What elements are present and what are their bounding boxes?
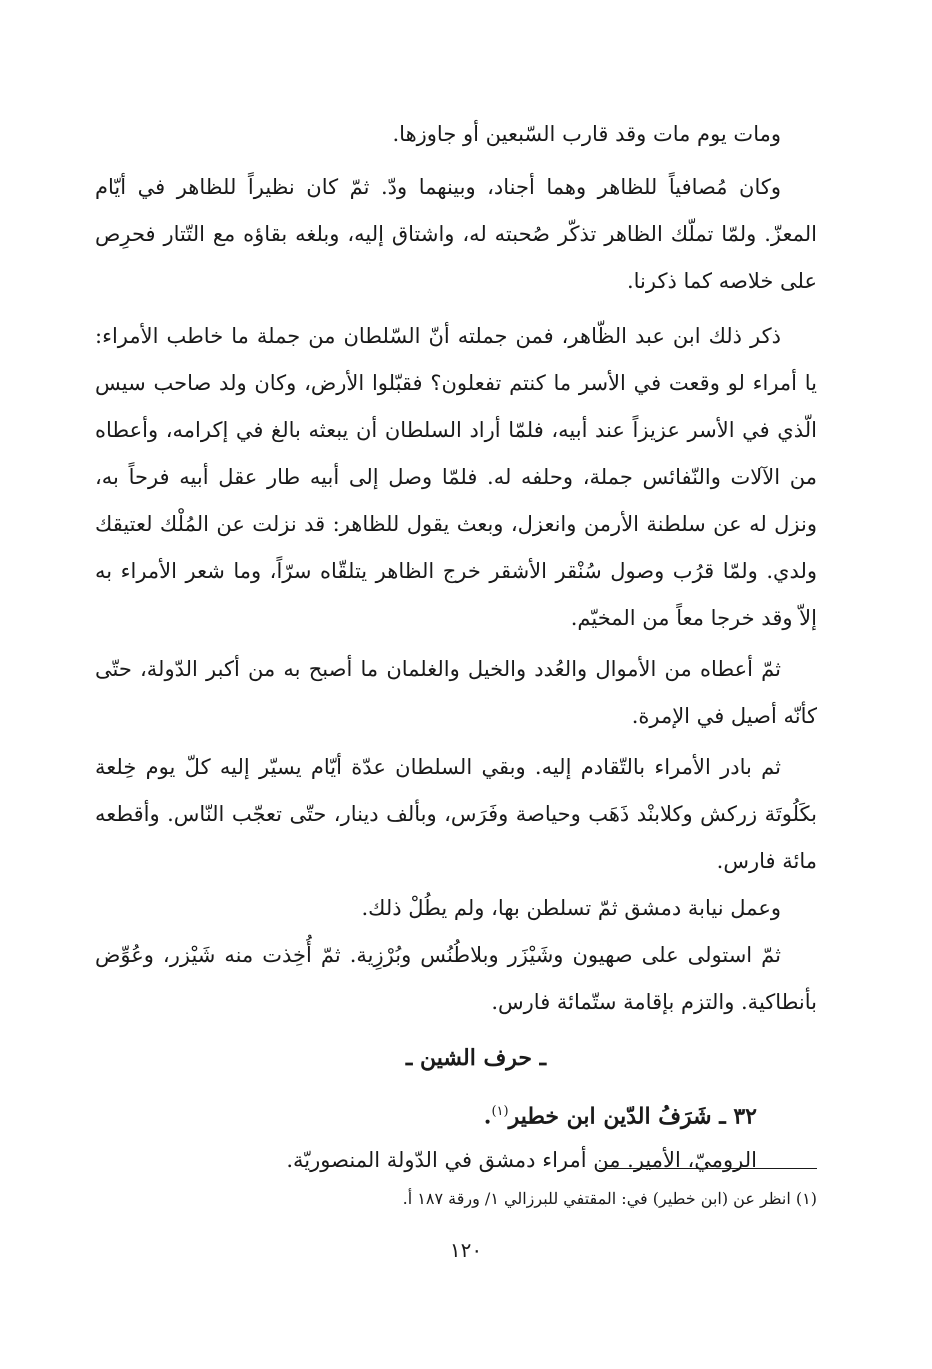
footnote-marker: (١) <box>491 1104 509 1119</box>
paragraph-6: وعمل نيابة دمشق ثمّ تسلطن بها، ولم يطُلْ ذلك. <box>361 896 781 920</box>
page-body <box>95 105 817 1180</box>
paragraph-3: ذكر ذلك ابن عبد الظّاهر، فمن جملته أنّ السّلطان من جملة ما خاطب الأمراء: يا أمراء لو وقعت في الأسر ما كنتم تفعلون؟ فقبّلوا الأرض، وكان ولد صاحب سيس الّذي في الأسر عزيزاً عند أبيه، فلمّا أراد السلطان أن يبعثه بالغ في إكرامه، وأعطاه من الآلات والنّفائس جملة، وحلفه له. فلمّا وصل إلى أبيه طار عقل أبيه فرحاً به، ونزل له عن سلطنة الأرمن وانعزل، وبعث يقول للظاهر: قد نزلت عن المُلْك لعتيقك ولدي. ولمّا قرُب وصول سُنْقر الأشقر خرج الظاهر يتلقّاه سرّاً، وما شعر الأمراء به إلاّ وقد خرجا معاً من المخيّم. <box>95 324 818 630</box>
paragraph-7: ثمّ استولى على صهيون وشَيْزَر وبلاطُنُس وبُرْزِية. ثمّ أُخِذت منه شَيْزر، وعُوِّض بأنطاكية. والتزم بإقامة ستّمائة فارس. <box>95 943 817 1014</box>
entry-title-text: ٣٢ ـ شَرَفُ الدّين ابن خطير <box>508 1103 757 1130</box>
footnote: (١) انظر عن (ابن خطير) في: المقتفي للبرزالي ١/ ورقة ١٨٧ أ. <box>402 1189 817 1208</box>
footnote-divider <box>599 1168 817 1169</box>
paragraph-5: ثم بادر الأمراء بالتّقادم إليه. وبقي السلطان عدّة أيّام يسيّر إليه كلّ يوم خِلعة بكَلُوتَة زركش وكلابنْد ذَهَب وحياصة وفَرَس، وبألف دينار، حتّى تعجّب النّاس. وأقطعه مائة فارس. <box>95 755 817 873</box>
section-heading: ـ حرف الشين ـ <box>405 1045 547 1071</box>
entry-title-end: . <box>483 1103 492 1130</box>
page-number: ١٢٠ <box>449 1238 483 1262</box>
paragraph-2: وكان مُصافياً للظاهر وهما أجناد، وبينهما ودّ. ثمّ كان نظيراً للظاهر في أيّام المعزّ. ولمّا تملّك الظاهر تذكّر صُحبته له، واشتاق إليه، وبلغه بقاؤه مع التّتار فحرِص على خلاصه كما ذكرنا. <box>95 175 817 293</box>
paragraph-4: ثمّ أعطاه من الأموال والعُدد والخيل والغلمان ما أصبح به من أكبر الدّولة، حتّى كأنّه أصيل في الإمرة. <box>95 657 817 728</box>
paragraph-1: ومات يوم مات وقد قارب السّبعين أو جاوزها. <box>392 122 781 146</box>
entry-body: الروميّ، الأمير. من أمراء دمشق في الدّولة المنصوريّة. <box>286 1148 757 1173</box>
entry-title <box>95 1088 817 1140</box>
